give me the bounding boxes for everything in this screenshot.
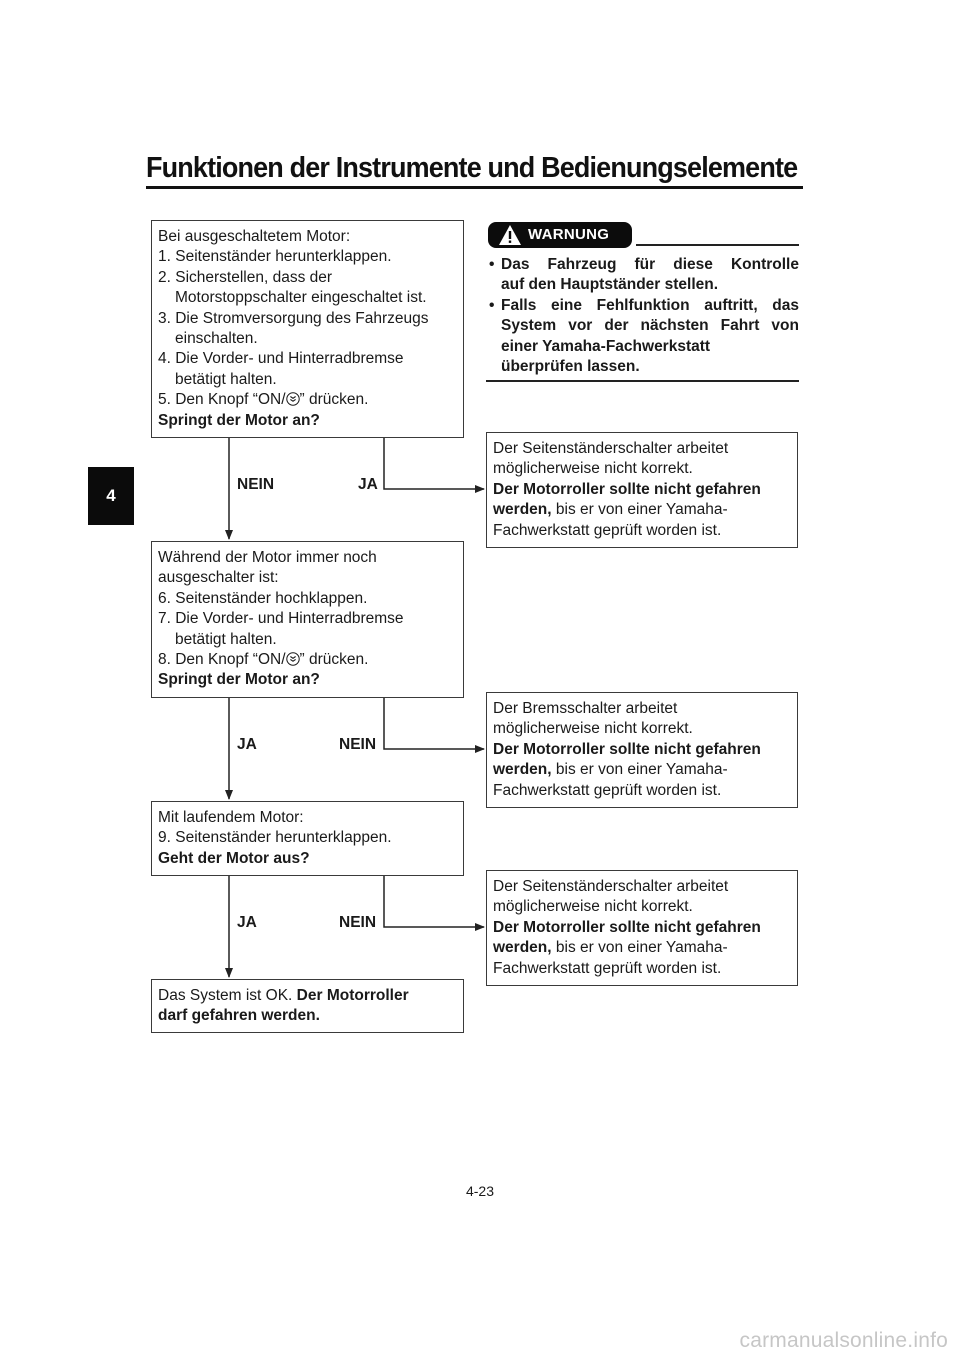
- step1-line: einschalten.: [175, 330, 258, 348]
- step2-line: 6. Seitenständer hochklappen.: [158, 589, 368, 607]
- result1-line: möglicherweise nicht korrekt.: [493, 460, 693, 478]
- result1-warning-cont: werden,: [493, 501, 552, 519]
- result1-line4: [493, 500, 791, 520]
- step2-line: 7. Die Vorder- und Hinterradbremse: [158, 610, 404, 628]
- result2-warning: Der Motorroller sollte nicht gefahren: [493, 740, 761, 758]
- engine-start-icon: [286, 652, 300, 666]
- warning-line: überprüfen lassen.: [501, 358, 640, 376]
- result3-warning: Der Motorroller sollte nicht gefahren: [493, 918, 761, 936]
- result1-line: Der Seitenständerschalter arbeitet: [493, 440, 729, 457]
- final-bold: darf gefahren werden.: [158, 1007, 320, 1025]
- bullet-icon: •: [489, 256, 495, 273]
- result2-line: Fachwerkstatt geprüft worden ist.: [493, 781, 722, 799]
- step2-box: [151, 541, 464, 698]
- final-bold: Der Motorroller: [296, 987, 409, 1004]
- connector-step1-yes: [384, 437, 484, 489]
- step3-yes-label: JA: [237, 914, 257, 931]
- step2-yes-label: JA: [237, 736, 257, 753]
- warning-rule-top: [636, 244, 799, 246]
- step1-line: Bei ausgeschaltetem Motor:: [158, 228, 351, 245]
- watermark: carmanualsonline.info: [739, 1329, 948, 1352]
- step1-line: 1. Seitenständer herunterklappen.: [158, 248, 392, 266]
- result1-line: Fachwerkstatt geprüft worden ist.: [493, 521, 722, 539]
- final-line1: [158, 986, 457, 1006]
- result2-line4: [493, 760, 791, 780]
- step1-line: 4. Die Vorder- und Hinterradbremse: [158, 350, 404, 368]
- step1-line: 2. Sicherstellen, dass der: [158, 268, 333, 286]
- final-box: [151, 979, 464, 1033]
- warning-line: Das Fahrzeug für diese Kontrolle: [501, 256, 799, 273]
- result3-warning-cont: werden,: [493, 939, 552, 957]
- step1-line: 5. Den Knopf “ON/: [158, 391, 286, 409]
- connector-step3-no: [384, 875, 484, 927]
- result2-line: möglicherweise nicht korrekt.: [493, 720, 693, 738]
- result1-warning: Der Motorroller sollte nicht gefahren: [493, 480, 761, 498]
- result1-line: bis er von einer Yamaha-: [551, 501, 728, 519]
- warning-line: einer Yamaha-Fachwerkstatt: [501, 337, 711, 355]
- result2-line: Der Bremsschalter arbeitet: [493, 700, 678, 717]
- warning-triangle-icon: [498, 224, 522, 246]
- step3-line: 9. Seitenständer herunterklappen.: [158, 829, 392, 847]
- connector-step2-no: [384, 697, 484, 749]
- warning-line: System vor der nächsten Fahrt von: [501, 317, 799, 335]
- warning-badge-label: WARNUNG: [528, 226, 610, 243]
- step1-question: Springt der Motor an?: [158, 411, 320, 429]
- page-number: 4-23: [465, 1183, 495, 1199]
- step2-line: betätigt halten.: [175, 630, 277, 648]
- page-title: Funktionen der Instrumente und Bedienungselemente: [146, 152, 798, 184]
- warning-item: [489, 296, 799, 378]
- step2-line: Während der Motor immer noch: [158, 549, 377, 566]
- bullet-icon: •: [489, 296, 495, 314]
- step1-line: ” drücken.: [299, 391, 369, 409]
- warning-list: [489, 255, 799, 377]
- result2-warning-cont: werden,: [493, 761, 552, 779]
- step2-button-line: [158, 650, 457, 670]
- step3-no-label: NEIN: [339, 914, 377, 931]
- engine-start-icon: [286, 392, 300, 406]
- step2-no-label: NEIN: [339, 736, 377, 753]
- step1-box: [151, 220, 464, 438]
- result3-box: [486, 870, 798, 986]
- step3-line: Mit laufendem Motor:: [158, 809, 304, 826]
- step2-question: Springt der Motor an?: [158, 671, 320, 689]
- step1-yes-label: JA: [358, 476, 378, 493]
- step2-line: ” drücken.: [299, 651, 369, 669]
- step3-box: [151, 801, 464, 876]
- result3-line: bis er von einer Yamaha-: [551, 939, 728, 957]
- result3-line4: [493, 938, 791, 958]
- chapter-tab: 4: [88, 467, 134, 525]
- result3-line: Der Seitenständerschalter arbeitet: [493, 878, 729, 895]
- warning-item: [489, 255, 799, 296]
- step1-line: Motorstoppschalter eingeschaltet ist.: [175, 289, 427, 307]
- result3-line: möglicherweise nicht korrekt.: [493, 898, 693, 916]
- warning-line: Falls eine Fehlfunktion auftritt, das: [501, 296, 799, 314]
- step1-button-line: [158, 390, 457, 410]
- result2-box: [486, 692, 798, 808]
- warning-line: auf den Hauptständer stellen.: [501, 276, 719, 294]
- warning-badge: [488, 222, 632, 248]
- step2-line: 8. Den Knopf “ON/: [158, 651, 286, 669]
- result2-line: bis er von einer Yamaha-: [551, 761, 728, 779]
- warning-rule-bottom: [486, 380, 799, 382]
- final-text: Das System ist OK.: [158, 987, 297, 1004]
- step2-line: ausgeschalter ist:: [158, 569, 279, 587]
- step1-line: betätigt halten.: [175, 370, 277, 388]
- result1-box: [486, 432, 798, 548]
- step3-question: Geht der Motor aus?: [158, 849, 310, 867]
- step1-line: 3. Die Stromversorgung des Fahrzeugs: [158, 309, 429, 327]
- result3-line: Fachwerkstatt geprüft worden ist.: [493, 959, 722, 977]
- step1-no-label: NEIN: [237, 476, 275, 493]
